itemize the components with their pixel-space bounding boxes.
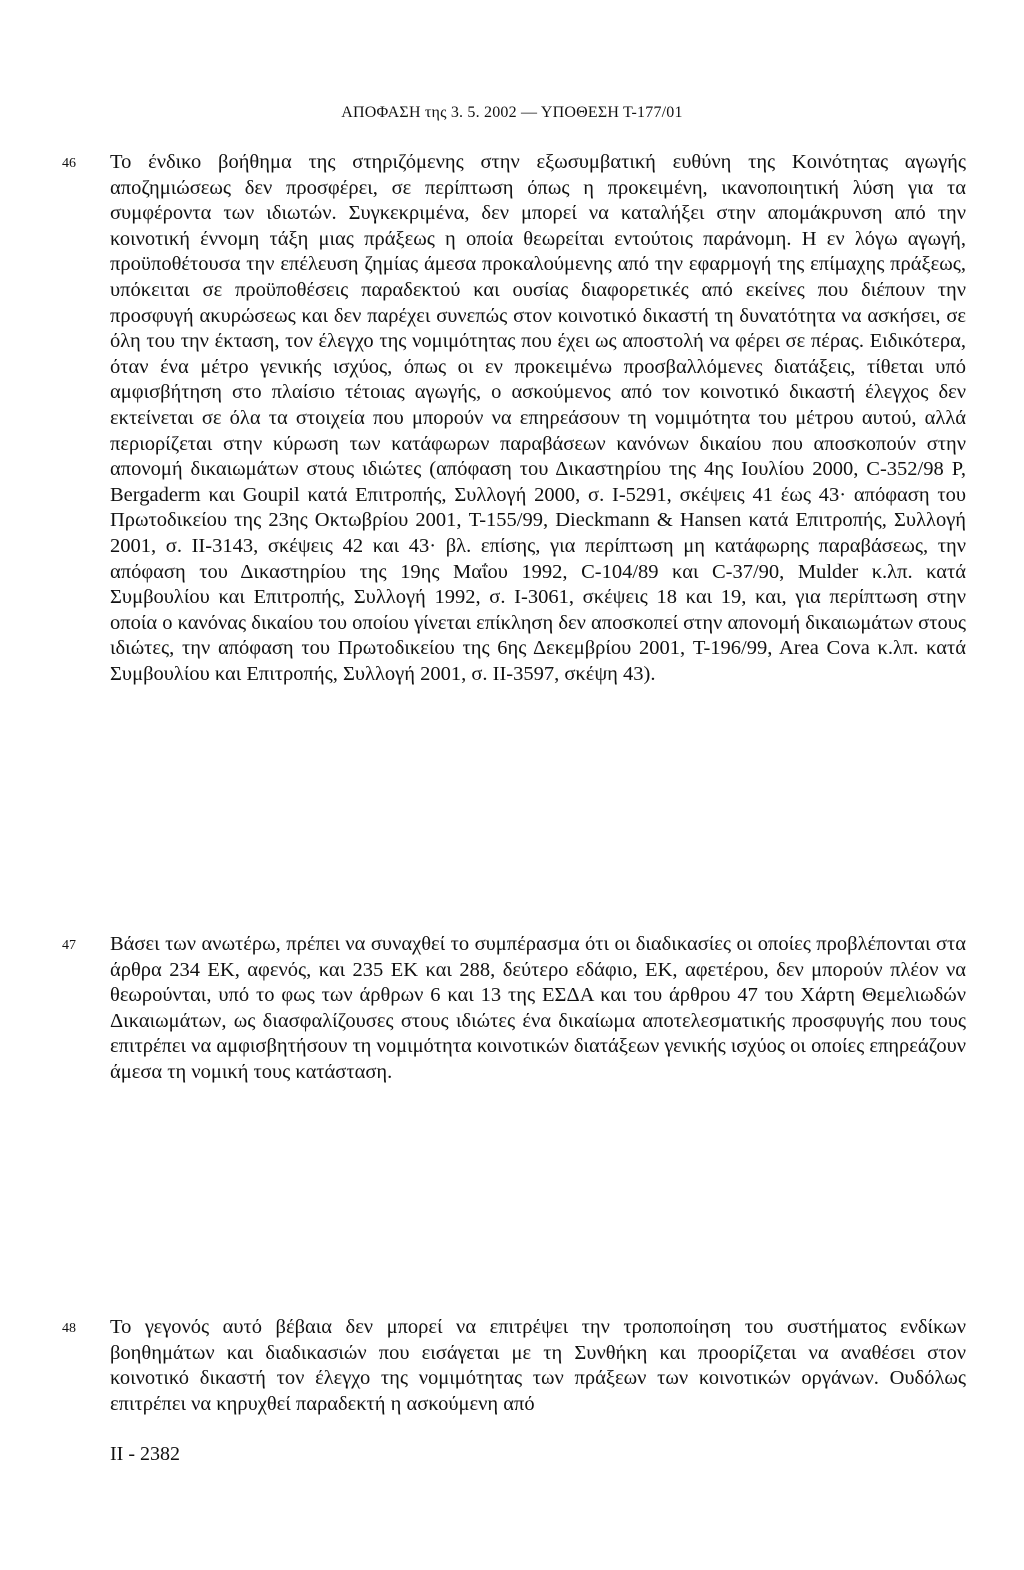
running-header: ΑΠΟΦΑΣΗ της 3. 5. 2002 — ΥΠΟΘΕΣΗ Τ-177/01 bbox=[341, 104, 683, 121]
paragraph-text: Το γεγονός αυτό βέβαια δεν μπορεί να επιτρέψει την τροποποίηση του συστήματος ενδίκων βοηθημάτων και διαδικασιών που εισάγεται με τη Συνθήκη και προορίζεται να αναθέσει στον κοινοτικό δικαστή τον έλεγχο της νομιμότητας των πράξεων των κοινοτικών οργάνων. Ουδόλως επιτρέπει να κηρυχθεί παραδεκτή η ασκούμενη από bbox=[110, 1316, 966, 1415]
paragraph-number: 47 bbox=[62, 938, 76, 953]
paragraph-number: 46 bbox=[62, 156, 76, 171]
page-number: II - 2382 bbox=[110, 1443, 180, 1465]
paragraph-text: Το ένδικο βοήθημα της στηριζόμενης στην εξωσυμβατική ευθύνη της Κοινότητας αγωγής αποζημιώσεως δεν προσφέρει, σε περίπτωση όπως η προκειμένη, ικανοποιητική λύση για τα συμφέροντα των ιδιωτών. Συγκεκριμένα, δεν μπορεί να καταλήξει στην απομάκρυνση από την κοινοτική έννομη τάξη μιας πράξεως η οποία θεωρείται εντούτοις παράνομη. Η εν λόγω αγωγή, προϋποθέτουσα την επέλευση ζημίας άμεσα προκαλούμενης από την εφαρμογή της επίμαχης πράξεως, υπόκειται σε προϋποθέσεις παραδεκτού και ουσίας διαφορετικές από εκείνες που διέπουν την προσφυγή ακυρώσεως και δεν παρέχει συνεπώς στον κοινοτικό δικαστή τη δυνατότητα να ασκήσει, σε όλη του την έκταση, τον έλεγχο της νομιμότητας που έχει ως αποστολή να φέρει σε πέρας. Ειδικότερα, όταν ένα μέτρο γενικής ισχύος, όπως οι εν προκειμένω προσβαλλόμενες διατάξεις, τίθεται υπό αμφισβήτηση στο πλαίσιο τέτοιας αγωγής, ο ασκούμενος από τον κοινοτικό δικαστή έλεγχος δεν εκτείνεται σε όλα τα στοιχεία που μπορούν να επηρεάσουν τη νομιμότητα του μέτρου αυτού, αλλά περιορίζεται στην κύρωση των κατάφωρων παραβάσεων κανόνων δικαίου που αποσκοπούν στην απονομή δικαιωμάτων στους ιδιώτες (απόφαση του Δικαστηρίου της 4ης Ιουλίου 2000, C-352/98 P, Bergaderm και Goupil κατά Επιτροπής, Συλλογή 2000, σ. I-5291, σκέψεις 41 έως 43· απόφαση του Πρωτοδικείου της 23ης Οκτωβρίου 2001, T-155/99, Dieckmann & Hansen κατά Επιτροπής, Συλλογή 2001, σ. II-3143, σκέψεις 42 και 43· βλ. επίσης, για περίπτωση μη κατάφωρης παραβάσεως, την απόφαση του Δικαστηρίου της 19ης Μαΐου 1992, C-104/89 και C-37/90, Mulder κ.λπ. κατά Συμβουλίου και Επιτροπής, Συλλογή 1992, σ. I-3061, σκέψεις 18 και 19, και, για περίπτωση στην οποία ο κανόνας δικαίου του οποίου γίνεται επίκληση δεν αποσκοπεί στην απονομή δικαιωμάτων στους ιδιώτες, την απόφαση του Πρωτοδικείου της 6ης Δεκεμβρίου 2001, T-196/99, Area Cova κ.λπ. κατά Συμβουλίου και Επιτροπής, Συλλογή 2001, σ. II-3597, σκέψη 43). bbox=[110, 151, 966, 685]
paragraph-text: Βάσει των ανωτέρω, πρέπει να συναχθεί το συμπέρασμα ότι οι διαδικασίες οι οποίες προβλέπονται στα άρθρα 234 ΕΚ, αφενός, και 235 ΕΚ και 288, δεύτερο εδάφιο, ΕΚ, αφετέρου, δεν μπορούν πλέον να θεωρούνται, υπό το φως των άρθρων 6 και 13 της ΕΣΔΑ και του άρθρου 47 του Χάρτη Θεμελιωδών Δικαιωμάτων, ως διασφαλίζουσες στους ιδιώτες ένα δικαίωμα αποτελεσματικής προσφυγής που τους επιτρέπει να αμφισβητήσουν τη νομιμότητα κοινοτικών διατάξεων γενικής ισχύος οι οποίες επηρεάζουν άμεσα τη νομική τους κατάσταση. bbox=[110, 933, 966, 1083]
paragraph-number: 48 bbox=[62, 1321, 76, 1336]
